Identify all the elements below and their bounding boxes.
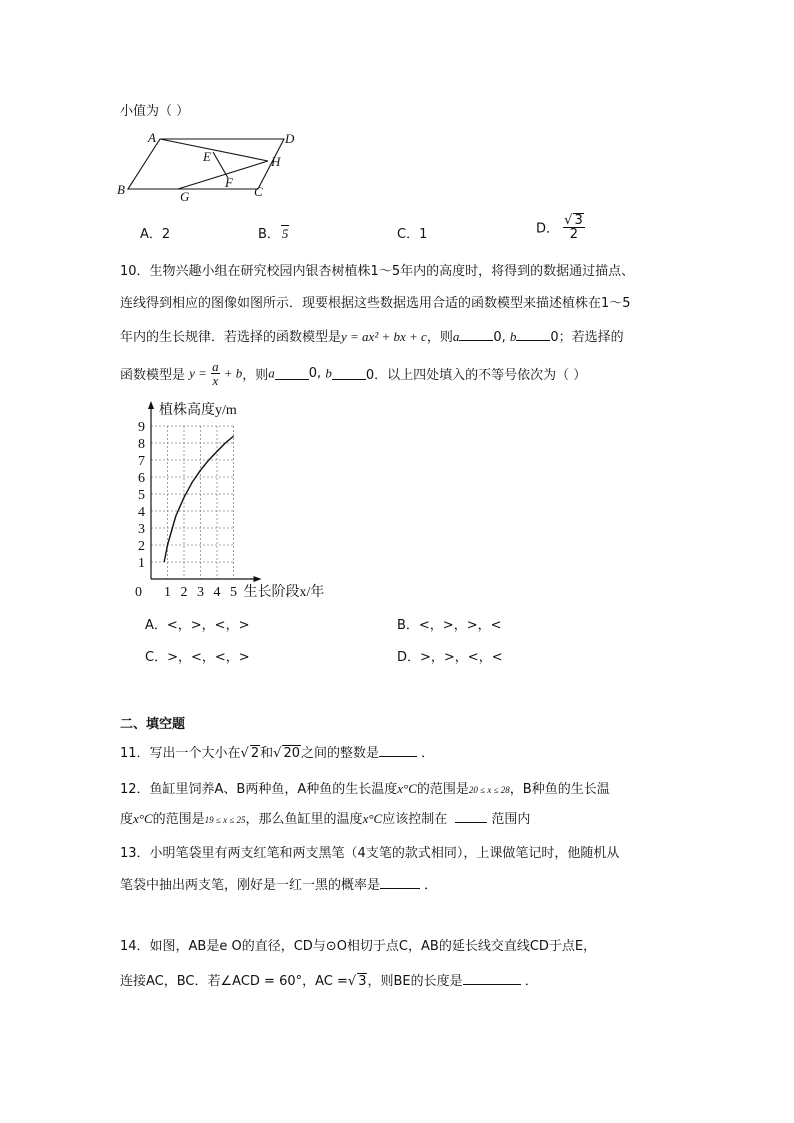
y-axis-label: 植株高度y/m — [159, 403, 237, 418]
q9-option-c: C．1 — [397, 227, 428, 242]
y-tick-label: 9 — [138, 420, 145, 435]
label-H: H — [271, 154, 281, 169]
y-tick-label: 5 — [138, 488, 145, 503]
q13-line2: 笔袋中抽出两支笔，刚好是一红一黑的概率是 ． — [120, 878, 438, 893]
x-axis-arrow — [254, 576, 262, 582]
q10-option-c: C．>，<，<，> — [145, 650, 250, 665]
q14-line1: 14．如图，AB是e O的直径，CD与⊙O相切于点C，AB的延长线交直线CD于点E， — [120, 939, 597, 954]
y-axis-arrow — [148, 401, 154, 409]
q10-option-b: B．<，>，>，< — [397, 618, 502, 633]
y-tick-label: 7 — [138, 454, 145, 469]
q9-option-a: A．2 — [140, 227, 171, 242]
y-tick-label: 8 — [138, 437, 145, 452]
q10-option-d: D．>，>，<，< — [397, 650, 503, 665]
x-tick-label: 4 — [213, 585, 221, 600]
q10-line4: 函数模型是 y = $\frac{a}{x}$ + b，则a 0, b 0．以上四处填入的不等号依次为（ ） — [120, 359, 587, 388]
q10-line3: 年内的生长规律．若选择的函数模型是y = ax² + bx + c，则a 0, b 0；若选择的 — [120, 329, 624, 345]
x-tick-label: 3 — [197, 585, 204, 600]
q10-line2: 连线得到相应的图像如图所示．现要根据这些数据选用合适的函数模型来描述植株在1～5 — [120, 296, 631, 311]
x-tick-label: 5 — [230, 585, 237, 600]
x-tick-label: 2 — [180, 585, 188, 600]
q9-option-b: B． 5 — [258, 226, 289, 242]
x-axis-label: 生长阶段x/年 — [243, 585, 325, 600]
q10-line1: 10．生物兴趣小组在研究校园内银杏树植株1～5年内的高度时，将得到的数据通过描点、 — [120, 264, 635, 279]
y-tick-label: 4 — [138, 505, 145, 520]
x-tick-label: 1 — [164, 585, 171, 600]
q9-option-d: D． $\frac{√ 3}{2}$ — [536, 213, 583, 242]
origin-label: 0 — [135, 585, 142, 600]
label-B: B — [117, 182, 125, 197]
q13-line1: 13．小明笔袋里有两支红笔和两支黑笔（4支笔的款式相同），上课做笔记时，他随机从 — [120, 846, 620, 861]
y-tick-label: 1 — [138, 556, 145, 571]
q14-line2: 连接AC，BC．若∠ACD = 60°，AC =√ 3，则BE的长度是 ． — [120, 974, 538, 989]
parallelogram-figure — [110, 128, 310, 208]
y-tick-label: 3 — [138, 522, 145, 537]
label-D: D — [285, 131, 295, 146]
q11: 11．写出一个大小在√ 2和√ 20之间的整数是 ． — [120, 746, 435, 761]
q12-line1: 12．鱼缸里饲养A、B两种鱼，A种鱼的生长温度x°C的范围是20 ≤ x ≤ 28，B种鱼的生长温 — [120, 781, 610, 797]
section-title: 二、填空题 — [120, 717, 186, 732]
q9-stem-tail: 小值为（ ） — [120, 104, 190, 119]
label-F: F — [225, 175, 233, 190]
y-tick-label: 2 — [138, 539, 145, 554]
growth-chart — [118, 398, 348, 608]
growth-curve — [164, 436, 233, 562]
y-tick-label: 6 — [138, 471, 145, 486]
label-G: G — [180, 189, 190, 204]
label-E: E — [203, 149, 211, 164]
q10-option-a: A．<，>，<，> — [145, 618, 250, 633]
label-A: A — [148, 130, 156, 145]
q12-line2: 度x°C的范围是19 ≤ x ≤ 25，那么鱼缸里的温度x°C应该控制在 范围内 — [120, 811, 531, 827]
label-C: C — [254, 184, 263, 199]
